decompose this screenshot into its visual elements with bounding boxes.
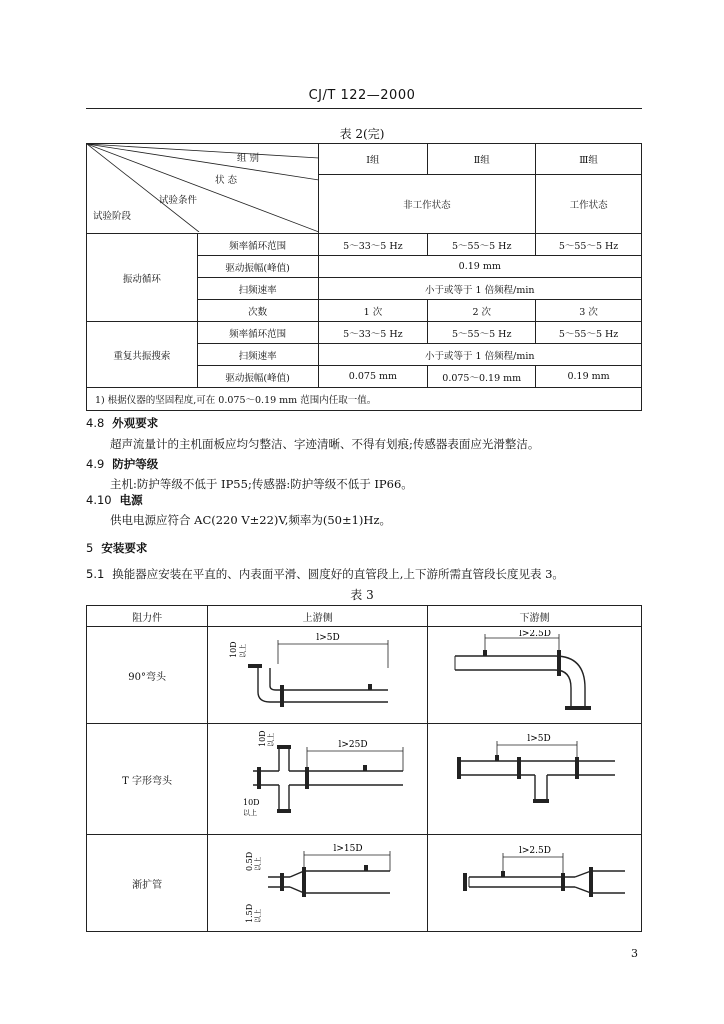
tee-downstream-diagram <box>435 727 635 831</box>
vertical-dimension-note: 以上 <box>253 909 262 923</box>
cell: 0.19 mm <box>536 366 642 388</box>
row-label: 驱动振幅(峰值) <box>197 256 318 278</box>
table-row <box>87 234 642 256</box>
tee-upstream-diagram <box>213 727 423 831</box>
cell: 0.075～0.19 mm <box>428 366 536 388</box>
cell: 3 次 <box>536 300 642 322</box>
cell: 小于或等于 1 倍频程/min <box>318 278 641 300</box>
vertical-dimension-note: 以上 <box>266 733 275 747</box>
diagram-cell <box>428 627 642 724</box>
header-rule <box>86 108 642 109</box>
vertical-dimension-note: 以上 <box>253 857 262 871</box>
cell: 0.075 mm <box>318 366 428 388</box>
section-4-9-heading: 4.9 防护等级 <box>86 457 159 471</box>
table-row <box>87 724 642 835</box>
elbow-upstream-diagram <box>218 630 418 720</box>
cell: 小于或等于 1 倍频程/min <box>318 344 641 366</box>
cell: 1 次 <box>318 300 428 322</box>
dimension-label: l>5D <box>526 734 551 744</box>
vertical-dimension-label: 10D <box>242 798 260 807</box>
expander-downstream-diagram <box>435 837 635 929</box>
vertical-dimension-note: 以上 <box>242 809 257 817</box>
cell: 0.19 mm <box>318 256 641 278</box>
dimension-label: l>25D <box>338 740 368 750</box>
table2 <box>86 143 642 411</box>
section-5-1-text: 5.1 换能器应安装在平直的、内表面平滑、圆度好的直管段上,上下游所需直管段长度见表 3。 <box>86 567 564 581</box>
row-label: 扫频速率 <box>197 344 318 366</box>
table3-header-fitting: 阻力件 <box>87 606 208 627</box>
corner-stage-label: 试验阶段 <box>93 211 132 222</box>
cell: 5～33～5 Hz <box>318 234 428 256</box>
cell: 5～55～5 Hz <box>536 322 642 344</box>
table3-header-downstream: 下游侧 <box>428 606 642 627</box>
cell: 5～33～5 Hz <box>318 322 428 344</box>
dimension-label: l>2.5D <box>518 630 551 639</box>
vertical-dimension-label: 10D <box>257 730 267 747</box>
table2-caption: 表 2(完) <box>339 127 385 141</box>
vertical-dimension-note: 以上 <box>238 644 247 658</box>
elbow-downstream-diagram <box>435 630 635 720</box>
table2-footnote: 1) 根据仪器的坚固程度,可在 0.075～0.19 mm 范围内任取一值。 <box>87 388 642 411</box>
vertical-dimension-label: 10D <box>228 641 238 658</box>
fitting-name: 渐扩管 <box>87 835 208 932</box>
vertical-dimension-label: 1.5D <box>244 903 254 923</box>
corner-state-label: 状 态 <box>215 175 238 186</box>
table-row <box>87 835 642 932</box>
stage-resonance-search: 重复共振搜索 <box>87 322 198 388</box>
corner-condition-label: 试验条件 <box>159 195 198 206</box>
row-label: 频率循环范围 <box>197 234 318 256</box>
group-1-header: Ⅰ组 <box>318 144 428 175</box>
dimension-label: l>15D <box>333 844 363 854</box>
diagram-cell <box>428 835 642 932</box>
diagram-cell <box>208 724 428 835</box>
corner-group-label: 组 别 <box>237 153 260 164</box>
fitting-name: 90°弯头 <box>87 627 208 724</box>
table3 <box>86 605 642 932</box>
diagram-cell <box>428 724 642 835</box>
row-label: 驱动振幅(峰值) <box>197 366 318 388</box>
cell: 5～55～5 Hz <box>428 234 536 256</box>
section-5-heading: 5 安装要求 <box>86 541 148 555</box>
table3-header-upstream: 上游侧 <box>208 606 428 627</box>
page-number: 3 <box>631 947 638 960</box>
section-4-10-text: 供电电源应符合 AC(220 V±22)V,频率为(50±1)Hz。 <box>110 513 392 527</box>
dimension-label: l>5D <box>315 633 340 643</box>
section-4-9-text: 主机:防护等级不低于 IP55;传感器:防护等级不低于 IP66。 <box>110 477 413 491</box>
diagram-cell <box>208 627 428 724</box>
section-4-8-heading: 4.8 外观要求 <box>86 416 159 430</box>
table-row <box>87 322 642 344</box>
table-row <box>87 627 642 724</box>
dimension-label: l>2.5D <box>518 846 551 856</box>
running-header: CJ/T 122—2000 <box>308 88 416 103</box>
expander-upstream-diagram <box>218 837 418 929</box>
state-nonworking: 非工作状态 <box>318 175 536 234</box>
vertical-dimension-label: 0.5D <box>244 851 254 871</box>
diagram-cell <box>208 835 428 932</box>
cell: 5～55～5 Hz <box>428 322 536 344</box>
section-4-10-heading: 4.10 电源 <box>86 493 143 507</box>
fitting-name: T 字形弯头 <box>87 724 208 835</box>
table2-corner-cell <box>87 144 319 234</box>
group-2-header: Ⅱ组 <box>428 144 536 175</box>
state-working: 工作状态 <box>536 175 642 234</box>
stage-vibration-cycle: 振动循环 <box>87 234 198 322</box>
row-label: 频率循环范围 <box>197 322 318 344</box>
row-label: 次数 <box>197 300 318 322</box>
table3-caption: 表 3 <box>350 588 374 602</box>
row-label: 扫频速率 <box>197 278 318 300</box>
group-3-header: Ⅲ组 <box>536 144 642 175</box>
cell: 5～55～5 Hz <box>536 234 642 256</box>
cell: 2 次 <box>428 300 536 322</box>
section-4-8-text: 超声流量计的主机面板应均匀整洁、字迹清晰、不得有划痕;传感器表面应光滑整洁。 <box>110 437 540 451</box>
